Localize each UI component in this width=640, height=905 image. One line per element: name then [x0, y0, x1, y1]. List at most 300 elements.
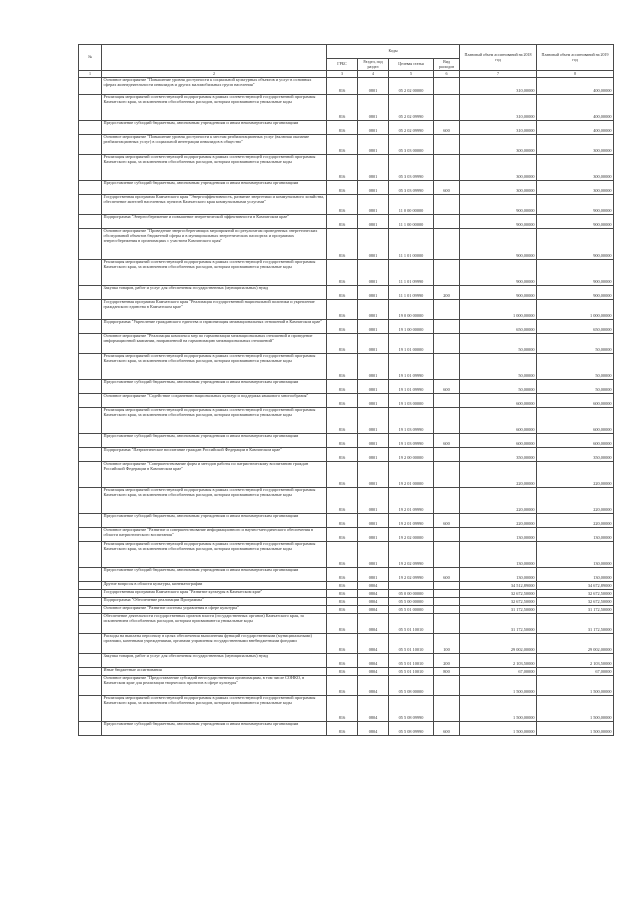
table-row	[79, 229, 614, 260]
row-grbs-cell: 816	[327, 380, 358, 394]
row-plan-2019-cell: 300,00000	[537, 181, 614, 195]
column-index: 6	[434, 71, 460, 78]
row-name-cell: Предоставление субсидий бюджетным, автономным учреждениям и иным некоммерческим организациям	[102, 380, 327, 394]
table-row	[79, 676, 614, 696]
row-plan-2018-cell: 130,00000	[460, 528, 537, 542]
row-section-cell: 0804	[358, 582, 389, 590]
row-section-cell: 0801	[358, 195, 389, 215]
row-section-cell: 0804	[358, 590, 389, 598]
column-index: 3	[327, 71, 358, 78]
row-grbs-cell: 816	[327, 300, 358, 320]
table-row	[79, 568, 614, 582]
row-plan-2019-cell: 600,00000	[537, 394, 614, 408]
column-index: 7	[460, 71, 537, 78]
row-name-cell: Основное мероприятие "Содействие сохранению национальных культур и поддержка языкового многообразия"	[102, 394, 327, 408]
table-row	[79, 668, 614, 676]
table-row	[79, 528, 614, 542]
row-grbs-cell: 816	[327, 260, 358, 286]
row-plan-2018-cell: 31 172,50000	[460, 606, 537, 614]
row-section-cell: 0801	[358, 568, 389, 582]
row-section-cell: 0801	[358, 215, 389, 229]
row-type-cell	[434, 696, 460, 722]
row-plan-2018-cell: 50,00000	[460, 334, 537, 354]
header-article: Целевая статья	[389, 59, 434, 71]
row-number-cell	[79, 568, 102, 582]
row-name-cell: Реализация мероприятий соответствующей подпрограммы в рамках соответствующей государственной программы Камчатского края, за исключением обособленных расходов, которым присваиваются уникальные коды	[102, 155, 327, 181]
row-plan-2018-cell: 50,00000	[460, 380, 537, 394]
row-article-cell: 11 0 00 00000	[389, 195, 434, 215]
row-name-cell: Реализация мероприятий соответствующей подпрограммы в рамках соответствующей государственной программы Камчатского края, за исключением обособленных расходов, которым присваиваются уникальные коды	[102, 354, 327, 380]
row-type-cell: 600	[434, 514, 460, 528]
row-plan-2019-cell: 29 002,00000	[537, 634, 614, 654]
row-type-cell	[434, 462, 460, 488]
row-grbs-cell: 816	[327, 448, 358, 462]
row-grbs-cell: 816	[327, 568, 358, 582]
row-type-cell	[434, 195, 460, 215]
row-type-cell	[434, 354, 460, 380]
row-plan-2019-cell: 2 103,50000	[537, 654, 614, 668]
row-plan-2018-cell: 130,00000	[460, 568, 537, 582]
row-number-cell	[79, 260, 102, 286]
table-row	[79, 514, 614, 528]
row-name-cell: Расходы на выплаты персоналу в целях обеспечения выполнения функций государственными (муниципальными) органами, казенными учреждениями, органами управления государственными внебюджетными фондами	[102, 634, 327, 654]
row-article-cell: 19 2 02 09990	[389, 542, 434, 568]
row-section-cell: 0801	[358, 394, 389, 408]
row-name-cell: Подпрограмма "Обеспечение реализации Программы"	[102, 598, 327, 606]
row-plan-2019-cell: 1 000,00000	[537, 300, 614, 320]
row-section-cell: 0804	[358, 668, 389, 676]
table-row	[79, 654, 614, 668]
row-plan-2018-cell: 29 002,00000	[460, 634, 537, 654]
table-row	[79, 448, 614, 462]
row-grbs-cell: 816	[327, 488, 358, 514]
row-article-cell: 19 2 02 09990	[389, 568, 434, 582]
table-row	[79, 488, 614, 514]
row-article-cell: 19 2 01 00000	[389, 462, 434, 488]
row-plan-2018-cell: 900,00000	[460, 286, 537, 300]
row-article-cell: 05 5 01 00000	[389, 606, 434, 614]
row-name-cell: Предоставление субсидий бюджетным, автономным учреждениям и иным некоммерческим организациям	[102, 514, 327, 528]
row-plan-2019-cell: 600,00000	[537, 408, 614, 434]
row-article-cell: 19 2 01 09990	[389, 514, 434, 528]
row-plan-2018-cell: 300,00000	[460, 155, 537, 181]
row-name-cell: Предоставление субсидий бюджетным, автономным учреждениям и иным некоммерческим организациям	[102, 434, 327, 448]
row-name-cell: Реализация мероприятий соответствующей подпрограммы в рамках соответствующей государственной программы Камчатского края, за исключением обособленных расходов, которым присваиваются уникальные коды	[102, 260, 327, 286]
row-number-cell	[79, 722, 102, 736]
row-type-cell	[434, 542, 460, 568]
row-plan-2018-cell: 1 500,00000	[460, 722, 537, 736]
row-article-cell	[389, 582, 434, 590]
row-grbs-cell: 816	[327, 614, 358, 634]
row-article-cell: 05 5 01 10010	[389, 634, 434, 654]
row-plan-2018-cell: 900,00000	[460, 195, 537, 215]
row-plan-2019-cell: 650,00000	[537, 320, 614, 334]
budget-table	[78, 44, 614, 736]
row-number-cell	[79, 448, 102, 462]
row-name-cell: Реализация мероприятий соответствующей подпрограммы в рамках соответствующей государственной программы Камчатского края, за исключением обособленных расходов, которым присваиваются уникальные коды	[102, 542, 327, 568]
row-plan-2018-cell: 900,00000	[460, 260, 537, 286]
row-article-cell: 05 2 02 09990	[389, 95, 434, 121]
row-type-cell: 100	[434, 634, 460, 654]
table-row	[79, 606, 614, 614]
row-article-cell: 05 5 00 00000	[389, 598, 434, 606]
row-number-cell	[79, 300, 102, 320]
row-section-cell: 0801	[358, 320, 389, 334]
row-plan-2019-cell: 300,00000	[537, 135, 614, 155]
row-plan-2018-cell: 300,00000	[460, 181, 537, 195]
row-article-cell: 05 5 01 10010	[389, 668, 434, 676]
row-section-cell: 0804	[358, 722, 389, 736]
row-number-cell	[79, 542, 102, 568]
row-plan-2019-cell: 900,00000	[537, 195, 614, 215]
row-number-cell	[79, 95, 102, 121]
row-plan-2018-cell: 1 500,00000	[460, 676, 537, 696]
row-plan-2018-cell: 50,00000	[460, 354, 537, 380]
row-grbs-cell: 816	[327, 654, 358, 668]
table-row	[79, 215, 614, 229]
row-grbs-cell: 816	[327, 135, 358, 155]
table-row	[79, 434, 614, 448]
row-article-cell: 19 2 02 00000	[389, 528, 434, 542]
row-section-cell: 0801	[358, 181, 389, 195]
row-name-cell: Основное мероприятие "Повышение уровня доступности к социальной культурных объектов и услуг в основных сферах жизнедеятельности инвалидов и других маломобильных групп населения"	[102, 78, 327, 95]
row-number-cell	[79, 181, 102, 195]
row-number-cell	[79, 598, 102, 606]
table-row	[79, 696, 614, 722]
row-name-cell: Закупка товаров, работ и услуг для обеспечения государственных (муниципальных) нужд	[102, 286, 327, 300]
row-section-cell: 0801	[358, 155, 389, 181]
row-name-cell: Другие вопросы в области культуры, кинематографии	[102, 582, 327, 590]
row-plan-2019-cell: 130,00000	[537, 568, 614, 582]
row-plan-2018-cell: 1 000,00000	[460, 300, 537, 320]
table-row	[79, 354, 614, 380]
row-grbs-cell: 816	[327, 394, 358, 408]
row-type-cell: 800	[434, 668, 460, 676]
table-row	[79, 286, 614, 300]
row-plan-2019-cell: 900,00000	[537, 229, 614, 260]
row-grbs-cell: 816	[327, 598, 358, 606]
row-name-cell: Реализация мероприятий соответствующей подпрограммы в рамках соответствующей государственной программы Камчатского края, за исключением обособленных расходов, которым присваиваются уникальные коды	[102, 696, 327, 722]
row-plan-2018-cell: 1 500,00000	[460, 696, 537, 722]
row-plan-2019-cell: 600,00000	[537, 434, 614, 448]
row-name-cell: Реализация мероприятий соответствующей подпрограммы в рамках соответствующей государственной программы Камчатского края, за исключением обособленных расходов, которым присваиваются уникальные коды	[102, 95, 327, 121]
row-number-cell	[79, 488, 102, 514]
row-plan-2018-cell: 900,00000	[460, 229, 537, 260]
row-section-cell: 0801	[358, 121, 389, 135]
row-article-cell: 05 5 08 09990	[389, 696, 434, 722]
row-type-cell	[434, 598, 460, 606]
table-row	[79, 590, 614, 598]
row-number-cell	[79, 229, 102, 260]
table-row	[79, 722, 614, 736]
row-grbs-cell: 816	[327, 668, 358, 676]
row-section-cell: 0801	[358, 300, 389, 320]
row-name-cell: Реализация мероприятий соответствующей подпрограммы в рамках соответствующей государственной программы Камчатского края, за исключением обособленных расходов, которым присваиваются уникальные коды	[102, 408, 327, 434]
row-plan-2019-cell: 50,00000	[537, 380, 614, 394]
row-number-cell	[79, 434, 102, 448]
row-grbs-cell: 816	[327, 334, 358, 354]
table-row	[79, 394, 614, 408]
table-row	[79, 380, 614, 394]
header-codes: Коды	[327, 45, 460, 59]
row-type-cell: 200	[434, 654, 460, 668]
row-plan-2019-cell: 300,00000	[537, 155, 614, 181]
row-number-cell	[79, 462, 102, 488]
row-grbs-cell: 816	[327, 434, 358, 448]
row-number-cell	[79, 380, 102, 394]
row-number-cell	[79, 668, 102, 676]
row-plan-2019-cell: 67,00000	[537, 668, 614, 676]
row-number-cell	[79, 320, 102, 334]
row-section-cell: 0804	[358, 606, 389, 614]
row-plan-2019-cell: 130,00000	[537, 542, 614, 568]
table-row	[79, 135, 614, 155]
row-type-cell	[434, 135, 460, 155]
row-plan-2019-cell: 1 500,00000	[537, 676, 614, 696]
row-article-cell: 19 2 01 09990	[389, 488, 434, 514]
row-section-cell: 0801	[358, 286, 389, 300]
row-type-cell	[434, 448, 460, 462]
row-grbs-cell: 816	[327, 634, 358, 654]
row-article-cell: 19 1 01 00000	[389, 334, 434, 354]
row-article-cell: 05 3 03 09990	[389, 155, 434, 181]
row-name-cell: Иные бюджетные ассигнования	[102, 668, 327, 676]
row-type-cell	[434, 78, 460, 95]
table-row	[79, 408, 614, 434]
row-plan-2018-cell: 31 172,50000	[460, 614, 537, 634]
row-grbs-cell: 816	[327, 95, 358, 121]
row-plan-2018-cell: 300,00000	[460, 135, 537, 155]
row-plan-2019-cell: 32 672,50000	[537, 590, 614, 598]
row-section-cell: 0801	[358, 95, 389, 121]
row-section-cell: 0804	[358, 696, 389, 722]
row-number-cell	[79, 195, 102, 215]
row-section-cell: 0804	[358, 598, 389, 606]
row-plan-2019-cell: 900,00000	[537, 286, 614, 300]
row-type-cell: 600	[434, 121, 460, 135]
row-section-cell: 0801	[358, 380, 389, 394]
row-plan-2018-cell: 650,00000	[460, 320, 537, 334]
table-row	[79, 121, 614, 135]
row-section-cell: 0801	[358, 260, 389, 286]
row-number-cell	[79, 121, 102, 135]
row-section-cell: 0804	[358, 634, 389, 654]
row-name-cell: Предоставление субсидий бюджетным, автономным учреждениям и иным некоммерческим организациям	[102, 181, 327, 195]
row-type-cell	[434, 334, 460, 354]
table-row	[79, 542, 614, 568]
row-number-cell	[79, 582, 102, 590]
row-number-cell	[79, 590, 102, 598]
row-grbs-cell: 816	[327, 195, 358, 215]
row-plan-2019-cell: 220,00000	[537, 462, 614, 488]
row-plan-2019-cell: 31 172,50000	[537, 614, 614, 634]
table-row	[79, 181, 614, 195]
row-grbs-cell: 816	[327, 462, 358, 488]
row-type-cell	[434, 215, 460, 229]
row-plan-2019-cell: 1 500,00000	[537, 722, 614, 736]
row-grbs-cell: 816	[327, 408, 358, 434]
row-plan-2018-cell: 600,00000	[460, 434, 537, 448]
row-grbs-cell: 816	[327, 215, 358, 229]
row-name-cell: Закупка товаров, работ и услуг для обеспечения государственных (муниципальных) нужд	[102, 654, 327, 668]
row-name-cell: Основное мероприятие "Реализация комплекса мер по гармонизации межнациональных отношений и проведение информационной кампании, направленной на гармонизацию межнациональных отношений"	[102, 334, 327, 354]
row-article-cell: 19 1 00 00000	[389, 320, 434, 334]
row-name-cell: Основное мероприятие "Повышение уровня доступности к местам реабилитационных услуг (включая оказание реабилитационных услуг) в социальной интеграции инвалидов в общество"	[102, 135, 327, 155]
row-article-cell: 05 5 01 10010	[389, 614, 434, 634]
row-grbs-cell: 816	[327, 354, 358, 380]
row-grbs-cell: 816	[327, 722, 358, 736]
row-article-cell: 05 0 00 00000	[389, 590, 434, 598]
row-plan-2019-cell: 34 672,89000	[537, 582, 614, 590]
table-row	[79, 334, 614, 354]
row-article-cell: 05 2 02 09990	[389, 121, 434, 135]
row-type-cell	[434, 582, 460, 590]
table-row	[79, 634, 614, 654]
row-name-cell: Подпрограмма "Укрепление гражданского единства и гармонизация межнациональных отношений в Камчатском крае"	[102, 320, 327, 334]
row-type-cell: 600	[434, 380, 460, 394]
row-number-cell	[79, 606, 102, 614]
row-section-cell: 0801	[358, 229, 389, 260]
row-article-cell: 19 1 03 09990	[389, 408, 434, 434]
row-grbs-cell: 816	[327, 229, 358, 260]
row-section-cell: 0801	[358, 542, 389, 568]
row-grbs-cell: 816	[327, 155, 358, 181]
row-article-cell: 11 1 01 09990	[389, 286, 434, 300]
row-grbs-cell: 816	[327, 528, 358, 542]
row-article-cell: 05 5 08 09990	[389, 722, 434, 736]
row-plan-2018-cell: 2 103,50000	[460, 654, 537, 668]
table-row	[79, 195, 614, 215]
row-type-cell	[434, 95, 460, 121]
row-plan-2018-cell: 130,00000	[460, 542, 537, 568]
row-section-cell: 0801	[358, 488, 389, 514]
row-plan-2018-cell: 220,00000	[460, 462, 537, 488]
header-grbs: ГРБС	[327, 59, 358, 71]
row-plan-2019-cell: 130,00000	[537, 528, 614, 542]
row-plan-2019-cell: 350,00000	[537, 448, 614, 462]
row-number-cell	[79, 215, 102, 229]
row-plan-2019-cell: 50,00000	[537, 334, 614, 354]
row-name-cell: Предоставление субсидий бюджетным, автономным учреждениям и иным некоммерческим организациям	[102, 121, 327, 135]
row-type-cell	[434, 488, 460, 514]
row-name-cell: Основное мероприятие "Развитие и совершенствование информационного и научно-методического обеспечения в области патриотического воспитания"	[102, 528, 327, 542]
row-type-cell: 600	[434, 434, 460, 448]
row-number-cell	[79, 614, 102, 634]
row-type-cell	[434, 394, 460, 408]
row-article-cell: 11 1 01 09990	[389, 260, 434, 286]
row-plan-2018-cell: 34 512,89000	[460, 582, 537, 590]
row-section-cell: 0804	[358, 654, 389, 668]
row-article-cell: 19 1 03 09990	[389, 434, 434, 448]
row-section-cell: 0801	[358, 334, 389, 354]
row-grbs-cell: 816	[327, 320, 358, 334]
row-type-cell	[434, 590, 460, 598]
row-section-cell: 0801	[358, 448, 389, 462]
row-number-cell	[79, 634, 102, 654]
row-name-cell: Подпрограмма "Патриотическое воспитание граждан Российской Федерации в Камчатском крае"	[102, 448, 327, 462]
column-index: 4	[358, 71, 389, 78]
row-section-cell: 0801	[358, 408, 389, 434]
row-article-cell: 05 5 08 00000	[389, 676, 434, 696]
row-plan-2018-cell: 310,00000	[460, 121, 537, 135]
row-name-cell: Государственная программа Камчатского края "Реализация государственной национальной политики и укрепление гражданского единства в Камчатском крае"	[102, 300, 327, 320]
row-number-cell	[79, 408, 102, 434]
header-plan-2019: Плановый объем ассигнований на 2019 год	[537, 45, 614, 71]
row-number-cell	[79, 528, 102, 542]
header-number: №	[79, 45, 102, 71]
row-section-cell: 0801	[358, 354, 389, 380]
header-expense-type: Вид расходов	[434, 59, 460, 71]
column-index-row	[79, 71, 614, 78]
row-plan-2019-cell: 220,00000	[537, 488, 614, 514]
row-name-cell: Основное мероприятие "Совершенствование форм и методов работы по патриотическому воспитанию граждан Российской Федерации в Камчатском крае"	[102, 462, 327, 488]
row-plan-2018-cell: 600,00000	[460, 408, 537, 434]
row-grbs-cell: 816	[327, 582, 358, 590]
row-name-cell: Предоставление субсидий бюджетным, автономным учреждениям и иным некоммерческим организациям	[102, 568, 327, 582]
row-name-cell: Основное мероприятие "Проведение энергосберегающих мероприятий по результатам проведенных энергетических обследований объектов бюджетной сферы и в муниципальных энергетических паспортах и программах энергосбережения в организациях с участием Камчатского края"	[102, 229, 327, 260]
row-plan-2018-cell: 220,00000	[460, 488, 537, 514]
row-grbs-cell: 816	[327, 286, 358, 300]
row-plan-2018-cell: 350,00000	[460, 448, 537, 462]
table-row	[79, 95, 614, 121]
row-number-cell	[79, 286, 102, 300]
row-type-cell: 600	[434, 568, 460, 582]
row-number-cell	[79, 514, 102, 528]
row-plan-2018-cell: 220,00000	[460, 514, 537, 528]
row-number-cell	[79, 354, 102, 380]
row-name-cell: Обеспечение деятельности государственных органов власти (государственных органов) Камчатского края, за исключением обособленных расходов, которым присваиваются уникальные коды	[102, 614, 327, 634]
table-row	[79, 300, 614, 320]
row-article-cell: 19 1 01 09990	[389, 380, 434, 394]
row-type-cell	[434, 260, 460, 286]
row-plan-2018-cell: 310,00000	[460, 95, 537, 121]
row-type-cell	[434, 320, 460, 334]
table-row	[79, 598, 614, 606]
row-section-cell: 0804	[358, 614, 389, 634]
table-row	[79, 78, 614, 95]
row-number-cell	[79, 654, 102, 668]
row-grbs-cell: 816	[327, 590, 358, 598]
row-section-cell: 0801	[358, 528, 389, 542]
row-article-cell: 19 1 03 00000	[389, 394, 434, 408]
row-section-cell: 0801	[358, 135, 389, 155]
row-plan-2018-cell: 32 672,50000	[460, 598, 537, 606]
row-number-cell	[79, 155, 102, 181]
row-type-cell: 600	[434, 181, 460, 195]
row-article-cell: 11 1 00 00000	[389, 215, 434, 229]
row-grbs-cell: 816	[327, 121, 358, 135]
row-section-cell: 0804	[358, 676, 389, 696]
column-index: 8	[537, 71, 614, 78]
row-grbs-cell: 816	[327, 514, 358, 528]
table-row	[79, 155, 614, 181]
row-article-cell: 19 0 00 00000	[389, 300, 434, 320]
row-grbs-cell: 816	[327, 676, 358, 696]
row-section-cell: 0801	[358, 462, 389, 488]
row-article-cell: 11 1 01 00000	[389, 229, 434, 260]
table-row	[79, 582, 614, 590]
row-type-cell	[434, 528, 460, 542]
row-grbs-cell: 816	[327, 696, 358, 722]
row-type-cell	[434, 408, 460, 434]
row-name-cell: Подпрограмма "Энергосбережение и повышение энергетической эффективности в Камчатском крае"	[102, 215, 327, 229]
column-index: 1	[79, 71, 102, 78]
row-name-cell: Предоставление субсидий бюджетным, автономным учреждениям и иным некоммерческим организациям	[102, 722, 327, 736]
row-type-cell	[434, 614, 460, 634]
row-number-cell	[79, 135, 102, 155]
row-plan-2018-cell: 67,00000	[460, 668, 537, 676]
row-section-cell: 0801	[358, 434, 389, 448]
